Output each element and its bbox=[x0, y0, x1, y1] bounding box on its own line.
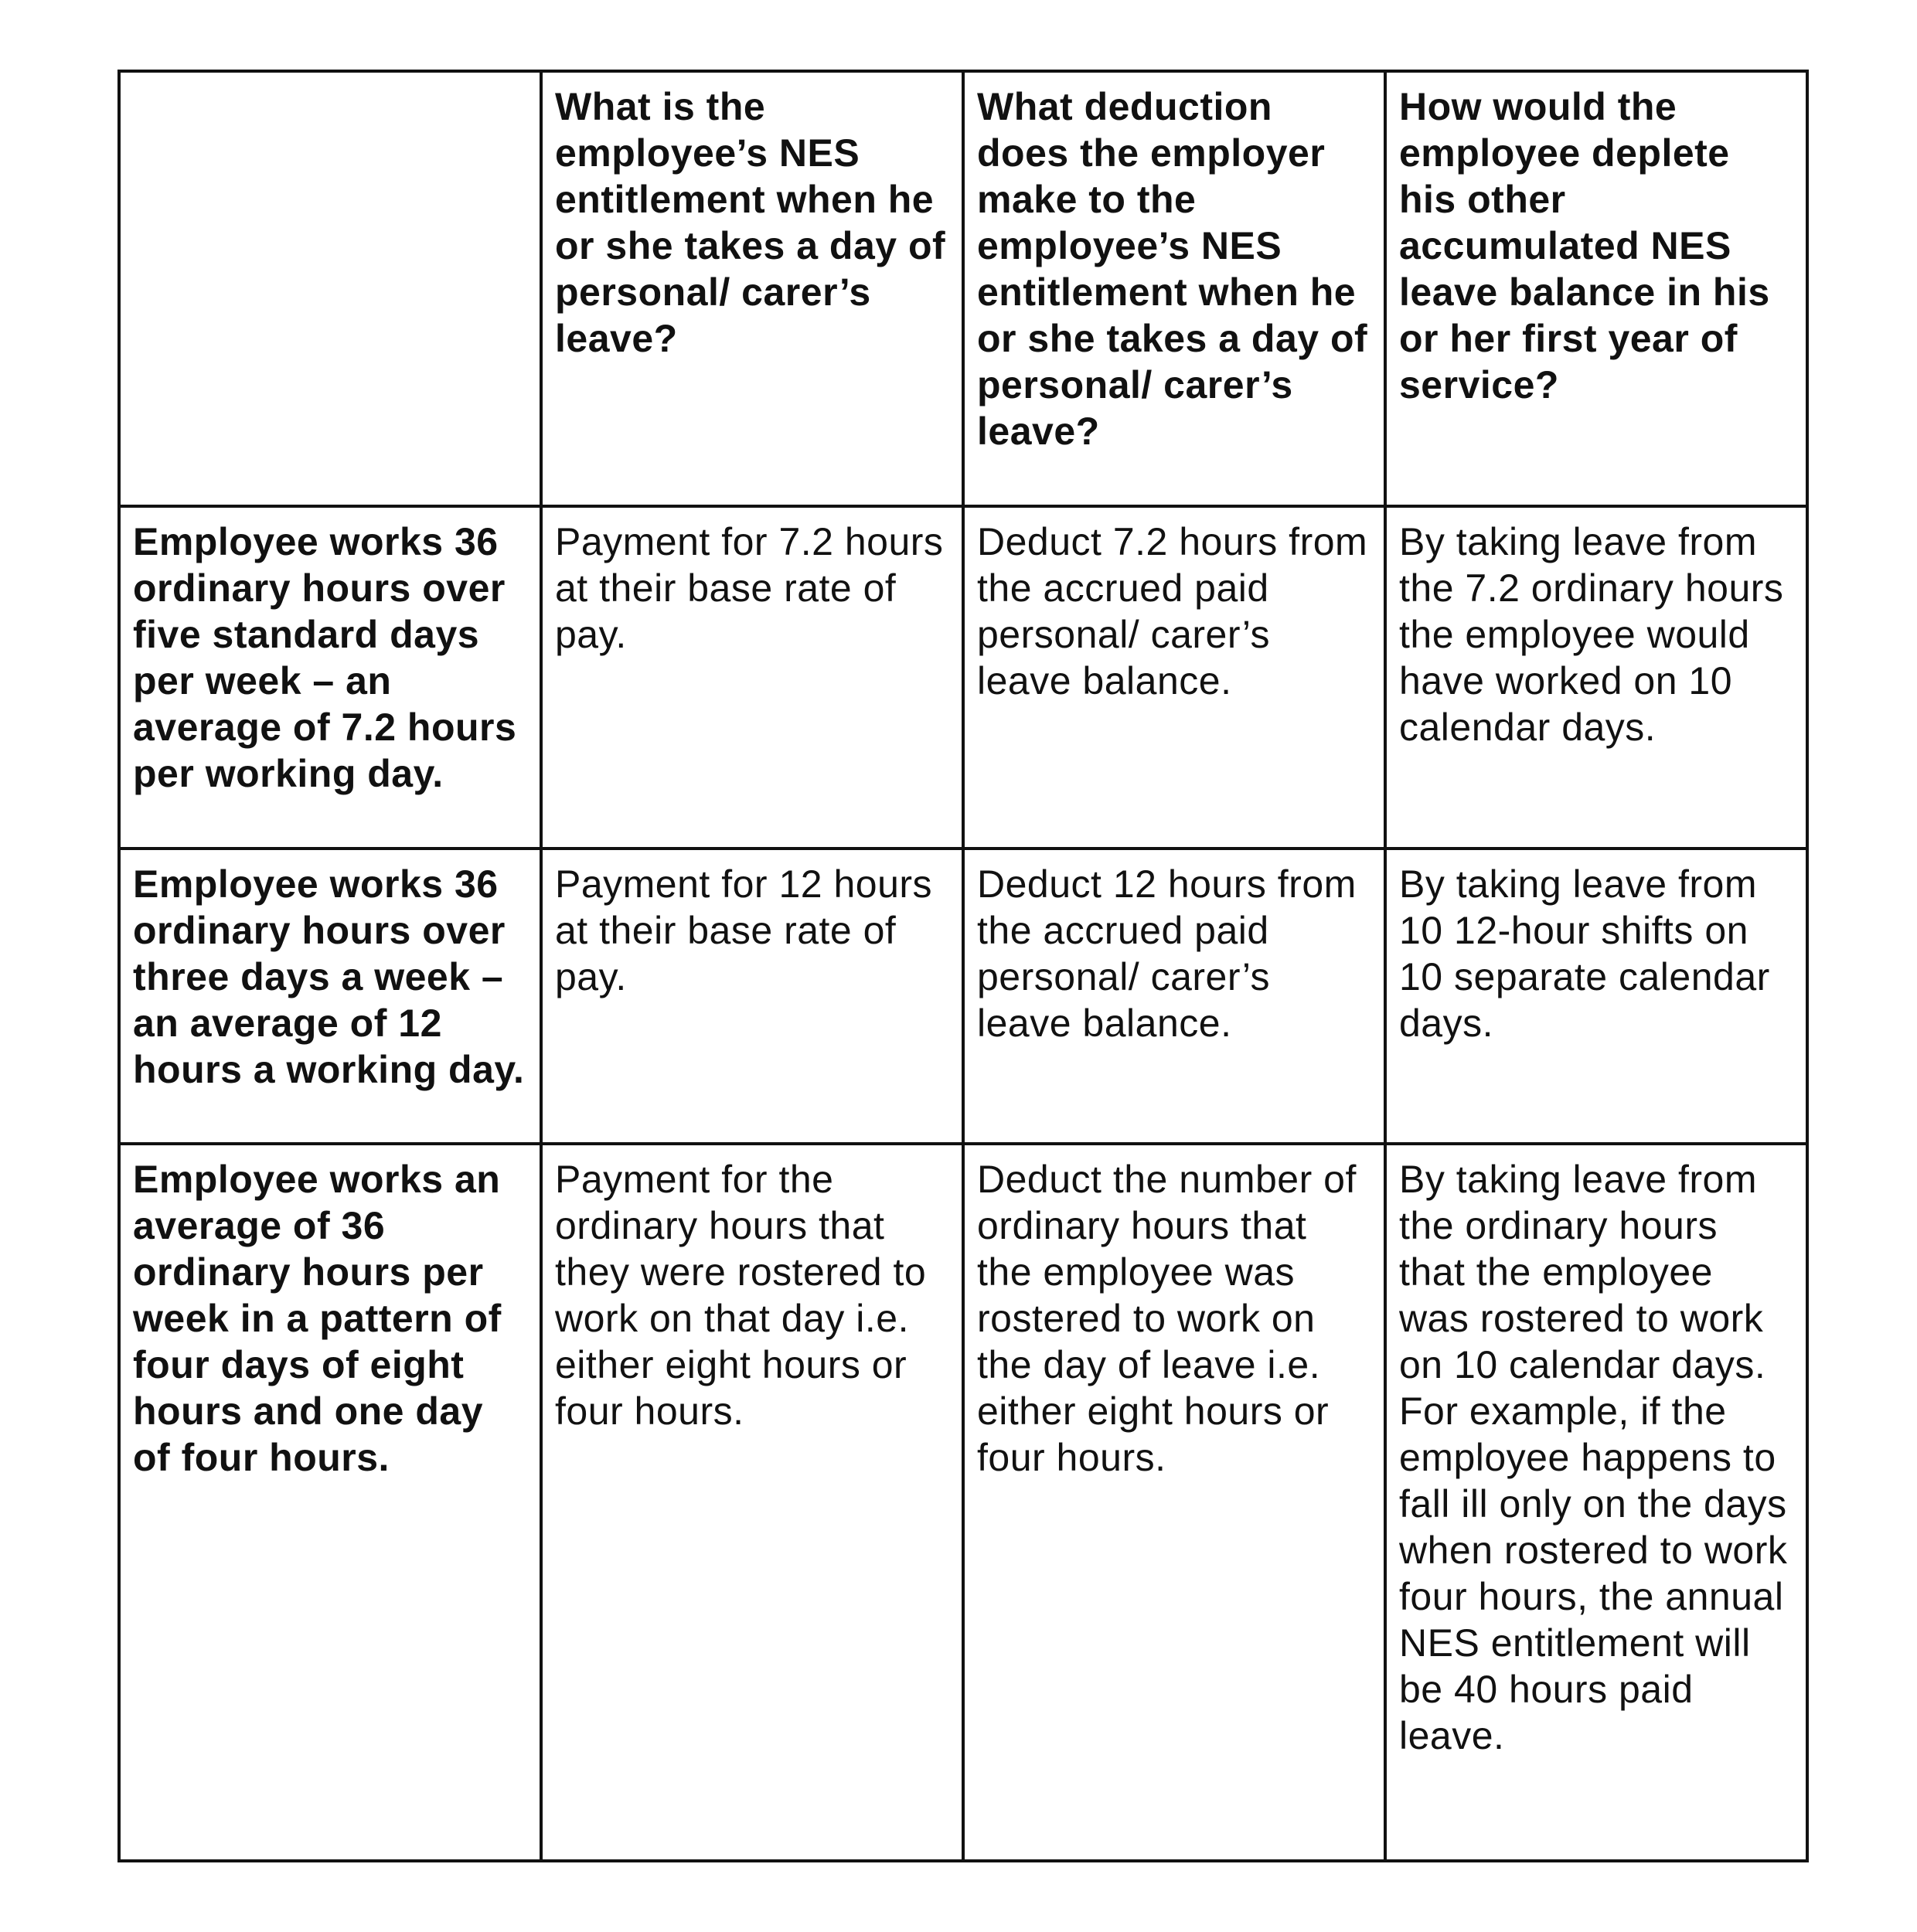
row-scenario-cell: Employee works an average of 36 ordinary hours per week in a pattern of four days of eight hours and one day of four hours. bbox=[119, 1144, 541, 1861]
nes-leave-table bbox=[117, 70, 1809, 1862]
row-depletion-cell: By taking leave from the ordinary hours that the employee was rostered to work on 10 calendar days. For example, if the employee happens to fall ill only on the days when rostered to work four hours, the annual NES entitlement will be 40 hours paid leave. bbox=[1385, 1144, 1807, 1861]
row-deduction-cell: Deduct 12 hours from the accrued paid personal/ carer’s leave balance. bbox=[963, 849, 1385, 1144]
header-depletion: How would the employee deplete his other accumulated NES leave balance in his or her first year of service? bbox=[1385, 71, 1807, 506]
table-row bbox=[119, 1144, 1807, 1861]
table-row bbox=[119, 506, 1807, 849]
row-scenario-cell: Employee works 36 ordinary hours over three days a week – an average of 12 hours a working day. bbox=[119, 849, 541, 1144]
header-entitlement: What is the employee’s NES entitlement when he or she takes a day of personal/ carer’s leave? bbox=[541, 71, 963, 506]
table-header-row bbox=[119, 71, 1807, 506]
row-depletion-cell: By taking leave from 10 12-hour shifts on 10 separate calendar days. bbox=[1385, 849, 1807, 1144]
row-deduction-cell: Deduct 7.2 hours from the accrued paid personal/ carer’s leave balance. bbox=[963, 506, 1385, 849]
header-corner-cell bbox=[119, 71, 541, 506]
table-row bbox=[119, 849, 1807, 1144]
header-deduction: What deduction does the employer make to the employee’s NES entitlement when he or she takes a day of personal/ carer’s leave? bbox=[963, 71, 1385, 506]
row-entitlement-cell: Payment for 7.2 hours at their base rate of pay. bbox=[541, 506, 963, 849]
row-entitlement-cell: Payment for 12 hours at their base rate of pay. bbox=[541, 849, 963, 1144]
row-deduction-cell: Deduct the number of ordinary hours that the employee was rostered to work on the day of leave i.e. either eight hours or four hours. bbox=[963, 1144, 1385, 1861]
row-scenario-cell: Employee works 36 ordinary hours over five standard days per week – an average of 7.2 hours per working day. bbox=[119, 506, 541, 849]
row-entitlement-cell: Payment for the ordinary hours that they were rostered to work on that day i.e. either eight hours or four hours. bbox=[541, 1144, 963, 1861]
row-depletion-cell: By taking leave from the 7.2 ordinary hours the employee would have worked on 10 calendar days. bbox=[1385, 506, 1807, 849]
nes-leave-table-container bbox=[117, 70, 1806, 1859]
